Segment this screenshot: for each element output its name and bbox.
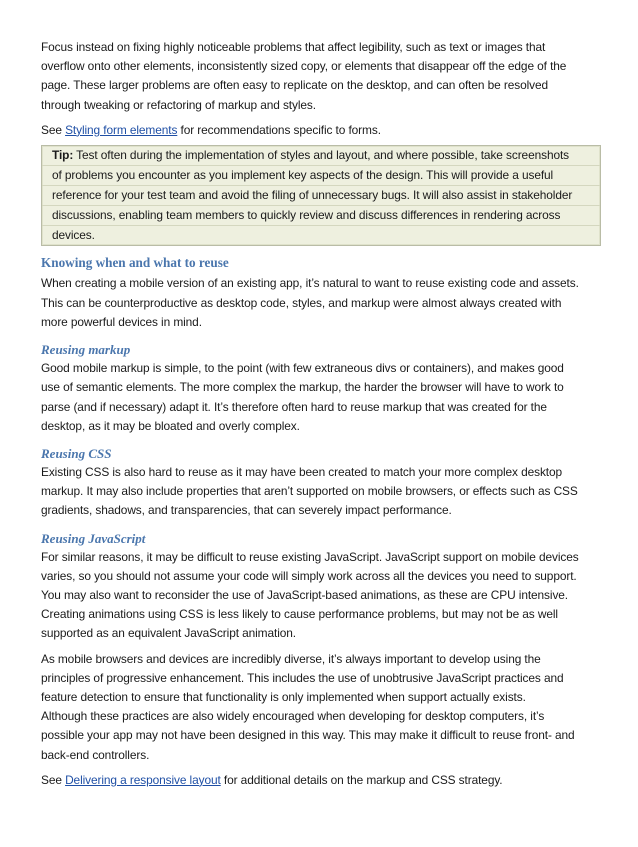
delivering-responsive-layout-link[interactable]: Delivering a responsive layout xyxy=(65,772,221,787)
text-line: varies, so you should not assume your code will simply work across all the devices you need to support. xyxy=(41,568,577,583)
text-line: This can be counterproductive as desktop code, styles, and markup were almost always created with xyxy=(41,295,562,310)
see-prefix: See xyxy=(41,122,66,137)
tip-line: of problems you encounter as you implement key aspects of the design. This will provide a useful xyxy=(42,166,600,186)
text-line: You may also want to reconsider the use of JavaScript-based animations, as these are CPU intensive. xyxy=(41,587,569,602)
text-line: desktop, as it may be bloated and overly complex. xyxy=(41,418,300,433)
styling-form-elements-link[interactable]: Styling form elements xyxy=(65,122,178,137)
text-line: overflow onto other elements, inconsistently sized copy, or elements that disappear off the edge of the xyxy=(41,59,567,74)
tip-line xyxy=(42,146,600,166)
text-line: feature detection to ensure that functionality is only implemented when support actually exists. xyxy=(41,689,526,704)
document-page xyxy=(41,38,601,790)
tip-label: Tip: xyxy=(52,148,74,163)
tip-text: Test often during the implementation of styles and layout, and where possible, take screenshots xyxy=(73,148,570,163)
tip-line: discussions, enabling team members to quickly review and discuss differences in rendering across xyxy=(42,206,600,226)
text-line: Creating animations using CSS is less likely to cause performance problems, but may not be as well xyxy=(41,607,558,622)
javascript-paragraph xyxy=(41,548,601,644)
text-line: Existing CSS is also hard to reuse as it may have been created to match your more complex desktop xyxy=(41,464,563,479)
text-line: markup. It may also include properties that aren’t supported on mobile browsers, or effects such as CSS xyxy=(41,484,578,499)
text-line: principles of progressive enhancement. This includes the use of unobtrusive JavaScript practices and xyxy=(41,670,564,685)
see-suffix: for recommendations specific to forms. xyxy=(177,122,381,137)
markup-paragraph xyxy=(41,359,601,436)
text-line: possible your app may not have been designed in this way. This may make it difficult to reuse front- and xyxy=(41,728,575,743)
heading-reusing-markup: Reusing markup xyxy=(41,342,131,358)
progressive-enhancement-paragraph xyxy=(41,650,601,765)
tip-line: devices. xyxy=(52,228,95,243)
heading-reusing-css: Reusing CSS xyxy=(41,445,112,461)
tip-box xyxy=(41,145,601,246)
text-line: For similar reasons, it may be difficult to reuse existing JavaScript. JavaScript support on mobile devices xyxy=(41,549,579,564)
text-line: As mobile browsers and devices are incredibly diverse, it’s always important to develop using the xyxy=(41,651,541,666)
intro-paragraph xyxy=(41,38,601,115)
css-paragraph xyxy=(41,463,601,521)
text-line: page. These larger problems are often easy to replicate on the desktop, and can often be resolved xyxy=(41,78,548,93)
text-line: more powerful devices in mind. xyxy=(41,314,202,329)
heading-reusing-javascript: Reusing JavaScript xyxy=(41,530,146,546)
reuse-paragraph xyxy=(41,274,601,332)
text-line: back-end controllers. xyxy=(41,747,150,762)
tip-line: reference for your test team and avoid the filing of unnecessary bugs. It will also assist in stakeholder xyxy=(42,186,600,206)
text-line: through tweaking or refactoring of markup and styles. xyxy=(41,97,316,112)
text-line: parse (and if necessary) adapt it. It’s therefore often hard to reuse markup that was created for the xyxy=(41,399,547,414)
text-line: Good mobile markup is simple, to the point (with few extraneous divs or containers), and makes good xyxy=(41,361,564,376)
see-suffix: for additional details on the markup and CSS strategy. xyxy=(220,772,503,787)
text-line: When creating a mobile version of an existing app, it’s natural to want to reuse existing code and assets. xyxy=(41,276,579,291)
see-prefix: See xyxy=(41,772,66,787)
see-responsive-paragraph xyxy=(41,771,601,790)
see-styling-paragraph xyxy=(41,121,601,140)
text-line: Focus instead on fixing highly noticeable problems that affect legibility, such as text or images that xyxy=(41,40,546,54)
text-line: supported as an equivalent JavaScript animation. xyxy=(41,626,296,641)
text-line: Although these practices are also widely encouraged when developing for desktop computers, it’s xyxy=(41,709,545,724)
heading-knowing-when-to-reuse: Knowing when and what to reuse xyxy=(41,255,229,271)
text-line: gradients, shadows, and transparencies, that can severely impact performance. xyxy=(41,503,452,518)
text-line: use of semantic elements. The more complex the markup, the harder the browser will have to work to xyxy=(41,380,564,395)
